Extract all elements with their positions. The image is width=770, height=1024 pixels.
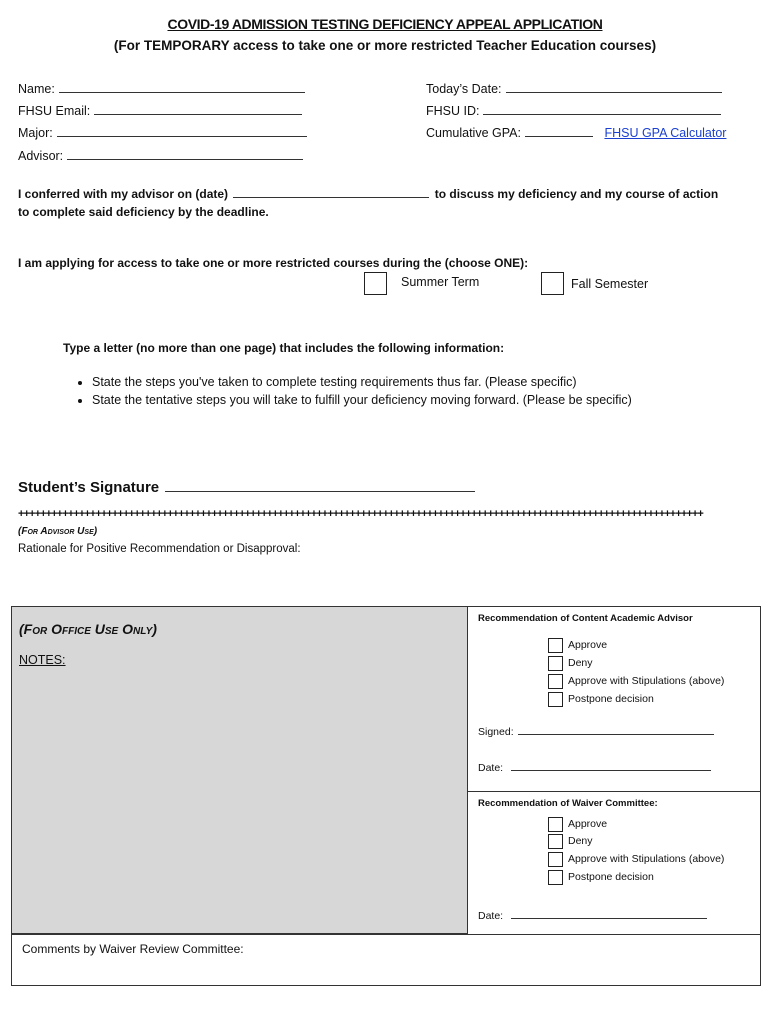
postpone-checkbox[interactable] [548,692,563,707]
signature-line[interactable] [165,478,475,492]
name-field[interactable] [18,82,305,96]
date-line[interactable] [511,762,711,771]
date-line[interactable] [511,910,707,919]
committee-recommendation-panel [467,791,761,935]
gpa-field[interactable] [426,126,726,140]
letter-bullets [74,375,754,411]
email-label: FHSU Email: [18,104,91,118]
committee-rec-title: Recommendation of Waiver Committee: [478,798,658,809]
advisor-recommendation-panel [467,606,761,792]
committee-date-field[interactable] [478,910,707,922]
advisor-statement-part1: I conferred with my advisor on (date) [18,187,229,201]
name-line[interactable] [59,82,305,93]
major-field[interactable] [18,126,307,140]
advisor-statement-part2: to discuss my deficiency and my course of action [434,187,719,201]
option-label: Postpone decision [568,693,654,705]
notes-label: NOTES: [19,653,66,667]
student-signature[interactable] [18,478,475,496]
summer-term-label: Summer Term [401,275,480,289]
date-label: Date: [478,910,504,922]
bullet-item: • State the tentative steps you will take to fulfill your deficiency moving forward. (Please be specific) [92,393,754,407]
gpa-calculator-link[interactable]: FHSU GPA Calculator [604,126,727,140]
date-label: Date: [478,762,504,774]
gpa-label: Cumulative GPA: [426,126,521,140]
date-field[interactable] [426,82,722,96]
name-label: Name: [18,82,55,96]
deny-checkbox[interactable] [548,656,563,671]
id-label: FHSU ID: [426,104,480,118]
postpone-checkbox[interactable] [548,870,563,885]
id-field[interactable] [426,104,721,118]
option-label: Approve with Stipulations (above) [568,675,725,687]
signed-line[interactable] [518,726,714,735]
option-label: Approve with Stipulations (above) [568,853,725,865]
option-label: Deny [568,835,593,847]
approve-checkbox[interactable] [548,817,563,832]
option-label: Deny [568,657,593,669]
conferred-date-line[interactable] [233,187,429,198]
form-subtitle: (For TEMPORARY access to take one or more restricted Teacher Education courses) [113,38,657,53]
bullet-item: • State the steps you've taken to complete testing requirements thus far. (Please specific) [92,375,754,389]
gpa-line[interactable] [525,126,593,137]
approve-checkbox[interactable] [548,638,563,653]
advisor-field[interactable] [18,149,303,163]
comments-box[interactable] [11,934,761,986]
signature-label: Student’s Signature [18,479,160,496]
option-label: Approve [568,818,608,830]
advisor-statement-part3: to complete said deficiency by the deadline. [18,205,269,219]
advisor-rec-title: Recommendation of Content Academic Advisor [478,613,693,624]
summer-term-checkbox[interactable] [364,272,387,295]
approve-stipulations-checkbox[interactable] [548,674,563,689]
plus-separator: ++++++++++++++++++++++++++++++++++++++++++++++++++++++++++++++++++++++++++++++++++++++++++++++++++++++++++++++++++++++++++++ [18,508,703,520]
option-label: Postpone decision [568,871,654,883]
advisor-line[interactable] [67,149,303,160]
major-line[interactable] [57,126,307,137]
term-prompt: I am applying for access to take one or more restricted courses during the (choose ONE): [18,256,529,270]
option-label: Approve [568,639,608,651]
comments-label: Comments by Waiver Review Committee: [22,942,244,956]
office-use-title: (For Office Use Only) [19,621,157,637]
email-field[interactable] [18,104,302,118]
date-line[interactable] [506,82,722,93]
advisor-use-label: (For Advisor Use) [18,526,98,537]
deny-checkbox[interactable] [548,834,563,849]
major-label: Major: [18,126,53,140]
advisor-statement [18,187,758,201]
form-title: COVID-19 ADMISSION TESTING DEFICIENCY APPEAL APPLICATION [167,16,603,32]
signed-label: Signed: [478,726,514,738]
id-line[interactable] [483,104,721,115]
advisor-date-field[interactable] [478,762,711,774]
fall-semester-label: Fall Semester [571,277,649,291]
email-line[interactable] [94,104,302,115]
letter-instruction: Type a letter (no more than one page) that includes the following information: [63,341,505,355]
fall-semester-checkbox[interactable] [541,272,564,295]
office-use-box [11,606,468,934]
date-label: Today’s Date: [426,82,502,96]
rationale-label: Rationale for Positive Recommendation or Disapproval: [18,543,301,555]
advisor-label: Advisor: [18,149,64,163]
advisor-signed-field[interactable] [478,726,714,738]
approve-stipulations-checkbox[interactable] [548,852,563,867]
